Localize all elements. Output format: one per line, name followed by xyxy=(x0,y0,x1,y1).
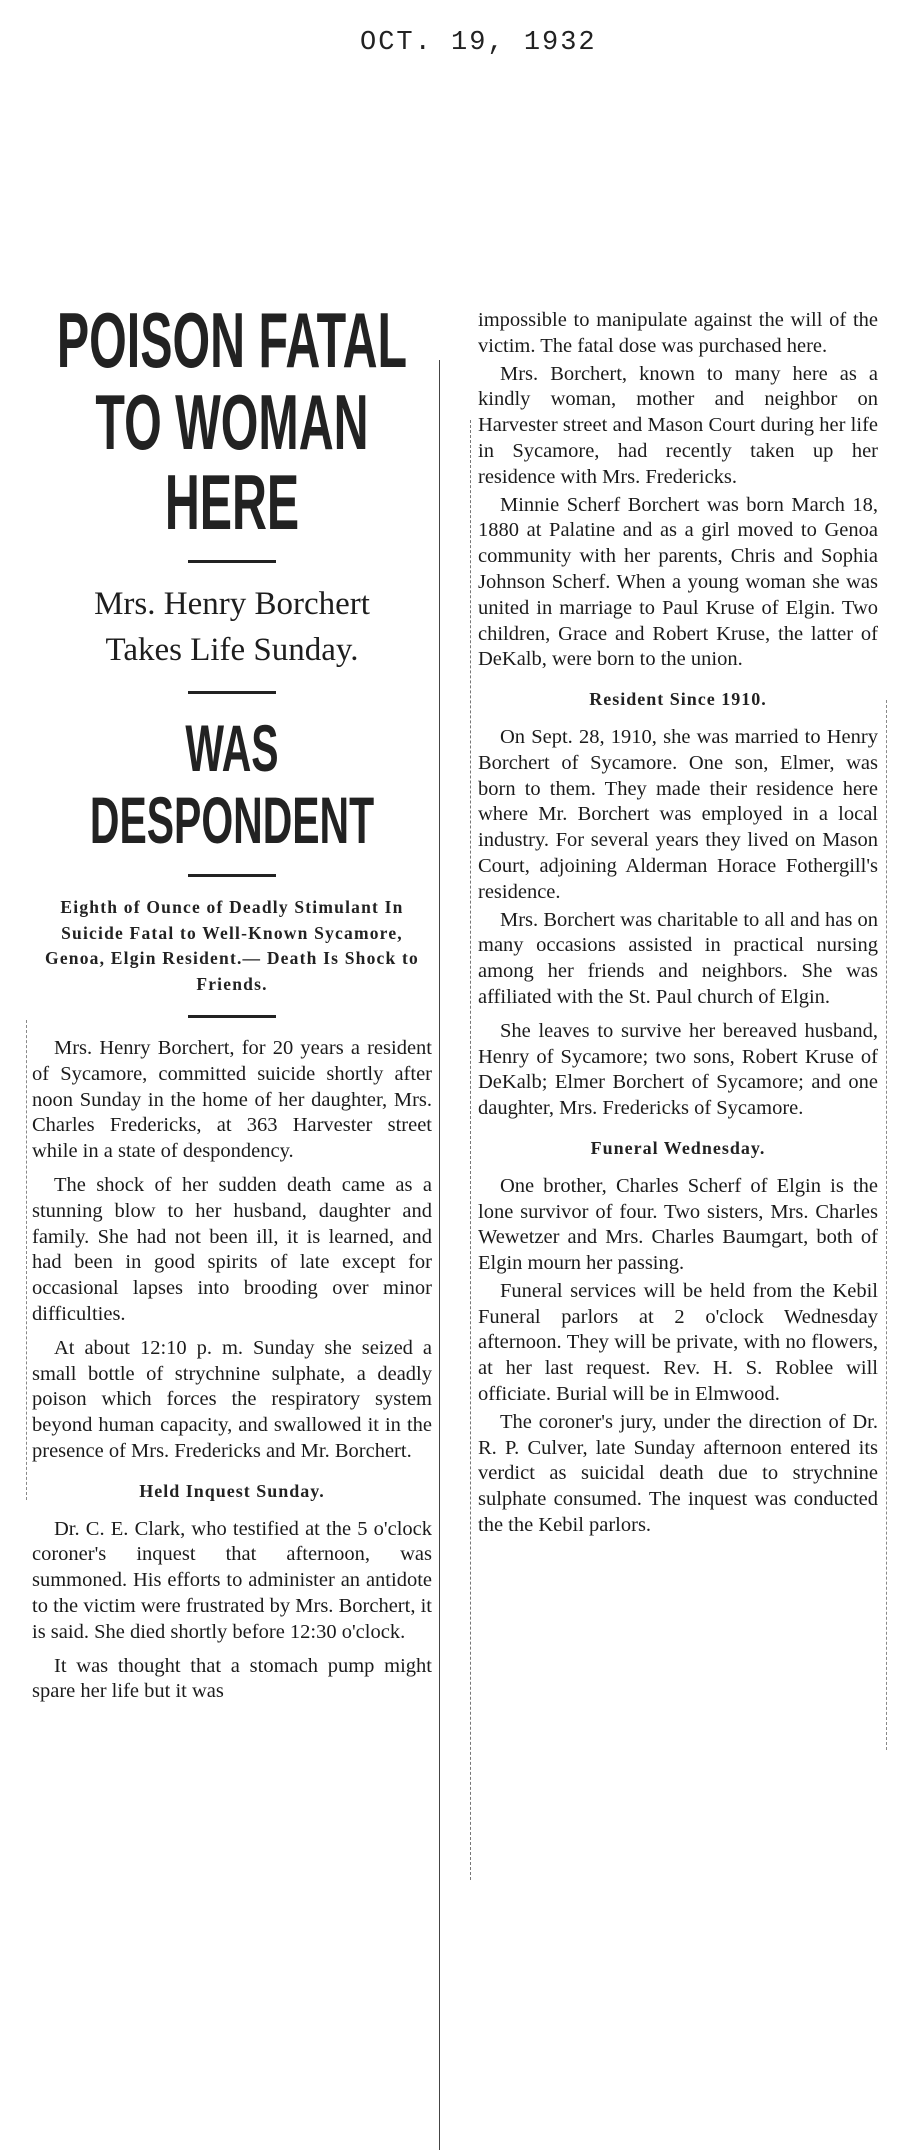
deck-line-2: Takes Life Sunday. xyxy=(105,632,359,668)
column-divider xyxy=(439,360,440,2150)
paragraph: The shock of her sudden death came as a stunning blow to her husband, daughter and family. She had not been ill, it is learned, and had been in good spirits of late except for occasional lapses into brooding over minor difficulties. xyxy=(32,1173,432,1325)
paragraph: impossible to manipulate against the will of the victim. The fatal dose was purchased here. xyxy=(478,309,878,357)
paragraph: She leaves to survive her bereaved husband, Henry of Sycamore; two sons, Robert Kruse of DeKalb; Elmer Borchert of Sycamore; and one daughter, Mrs. Fredericks of Sycamore. xyxy=(478,1019,878,1120)
subhead-funeral-wednesday: Funeral Wednesday. xyxy=(590,1137,766,1158)
headline-line-2: TO WOMAN HERE xyxy=(95,378,369,546)
paragraph: At about 12:10 p. m. Sunday she seized a small bottle of strychnine sulphate, a deadly poison which forces the respiratory system beyond human capacity, and swallowed it in the presence of Mrs. Fredericks and Mr. Borchert. xyxy=(32,1336,432,1462)
article-right-column xyxy=(478,308,878,1541)
clipping-edge-right xyxy=(886,700,887,1750)
summary-divider xyxy=(188,1015,276,1018)
paragraph: It was thought that a stomach pump might spare her life but it was xyxy=(32,1654,432,1703)
article-summary: Eighth of Ounce of Deadly Stimulant In Suicide Fatal to Well-Known Sycamore, Genoa, Elgin Resident.— Death Is Shock to Friends. xyxy=(45,897,419,994)
article-left-column xyxy=(32,296,432,1713)
paragraph: Dr. C. E. Clark, who testified at the 5 o'clock coroner's inquest that afternoon, was summoned. His efforts to administer an antidote to the victim were frustrated by Mrs. Borchert, it is said. She died shortly before 12:30 o'clock. xyxy=(32,1517,432,1643)
paragraph: Mrs. Borchert, known to many here as a kindly woman, mother and neighbor on Harvester street and Mason Court during her life in Sycamore, had recently taken up her residence with Mrs. Fredericks. xyxy=(478,362,878,488)
secondary-headline: WAS DESPONDENT xyxy=(89,711,375,857)
paragraph: The coroner's jury, under the direction of Dr. R. P. Culver, late Sunday afternoon entered its verdict as suicidal death due to strychnine sulphate consumed. The inquest was conducted the the Kebil parlors. xyxy=(478,1410,878,1537)
paragraph: Funeral services will be held from the Kebil Funeral parlors at 2 o'clock Wednesday afternoon. They will be private, with no flowers, at her last request. Rev. H. S. Roblee will officiate. Burial will be in Elmwood. xyxy=(478,1279,878,1406)
deck-divider xyxy=(188,691,276,694)
paragraph: Mrs. Henry Borchert, for 20 years a resident of Sycamore, committed suicide shortly after noon Sunday in the home of her daughter, Mrs. Charles Fredericks, at 363 Harvester street while in a state of despondency. xyxy=(32,1037,432,1163)
paragraph: One brother, Charles Scherf of Elgin is the lone survivor of four. Two sisters, Mrs. Charles Wewetzer and Mrs. Charles Baumgart, both of Elgin mourn her passing. xyxy=(478,1174,878,1275)
secondary-divider xyxy=(188,874,276,877)
paragraph: Minnie Scherf Borchert was born March 18, 1880 at Palatine and as a girl moved to Genoa community with her parents, Chris and Sophia Johnson Scherf. When a young woman she was united in marriage to Paul Kruse of Elgin. Two children, Grace and Robert Kruse, the latter of DeKalb, were born to the union. xyxy=(478,493,878,671)
clipping-edge-inner xyxy=(470,420,471,1880)
paragraph: Mrs. Borchert was charitable to all and has on many occasions assisted in practical nursing among her friends and neighbors. She was affiliated with the St. Paul church of Elgin. xyxy=(478,908,878,1008)
headline-divider xyxy=(188,560,276,563)
paragraph: On Sept. 28, 1910, she was married to Henry Borchert of Sycamore. One son, Elmer, was born to them. They made their residence here where Mr. Borchert was employed in a local industry. For several years they lived on Mason Court, adjoining Alderman Horace Fothergill's residence. xyxy=(478,725,878,903)
clipping-edge-left xyxy=(26,1020,27,1500)
deck-line-1: Mrs. Henry Borchert xyxy=(94,586,370,622)
clipping-date-stamp: OCT. 19, 1932 xyxy=(360,28,597,58)
subhead-held-inquest: Held Inquest Sunday. xyxy=(139,1480,325,1501)
headline-line-1: POISON FATAL xyxy=(56,296,408,384)
subhead-resident-since: Resident Since 1910. xyxy=(589,689,767,710)
